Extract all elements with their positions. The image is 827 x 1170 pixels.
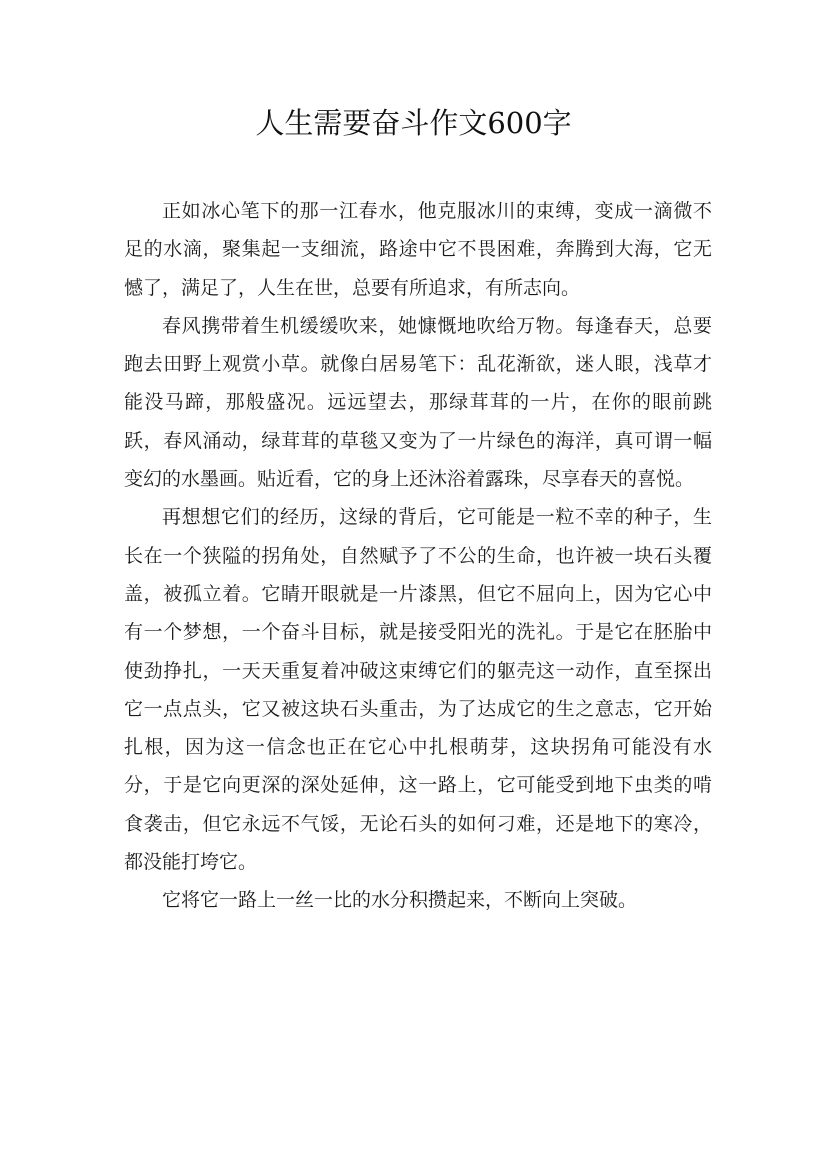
paragraph-2: 春风携带着生机缓缓吹来，她慷慨地吹给万物。每逢春天，总要跑去田野上观赏小草。就像白居易笔下：乱花渐欲，迷人眼，浅草才能没马蹄，那般盛况。远远望去，那绿茸茸的一片，在你的眼前跳跃，春风涌动，绿茸茸的草毯又变为了一片绿色的海洋，真可谓一幅变幻的水墨画。贴近看，它的身上还沐浴着露珠，尽享春天的喜悦。	[124, 314, 712, 491]
document-title: 人生需要奋斗作文600字	[255, 106, 572, 140]
paragraph-3: 再想想它们的经历，这绿的背后，它可能是一粒不幸的种子，生长在一个狭隘的拐角处，自然赋予了不公的生命，也许被一块石头覆盖，被孤立着。它睛开眼就是一片漆黑，但它不屈向上，因为它心中有一个梦想，一个奋斗目标，就是接受阳光的洗礼。于是它在胚胎中使劲挣扎，一天天重复着冲破这束缚它们的躯壳这一动作，直至探出它一点点头，它又被这块石头重击，为了达成它的生之意志，它开始扎根，因为这一信念也正在它心中扎根萌芽，这块拐角可能没有水分，于是它向更深的深处延伸，这一路上，它可能受到地下虫类的啃食袭击，但它永远不气馁，无论石头的如何刁难，还是地下的寒冷，都没能打垮它。	[124, 506, 712, 874]
paragraph-1: 正如冰心笔下的那一江春水，他克服冰川的束缚，变成一滴微不足的水滴，聚集起一支细流，路途中它不畏困难，奔腾到大海，它无憾了，满足了，人生在世，总要有所追求，有所志向。	[124, 200, 712, 299]
paragraph-4: 它将它一路上一丝一比的水分积攒起来，不断向上突破。	[162, 889, 638, 912]
document-body	[124, 192, 712, 920]
